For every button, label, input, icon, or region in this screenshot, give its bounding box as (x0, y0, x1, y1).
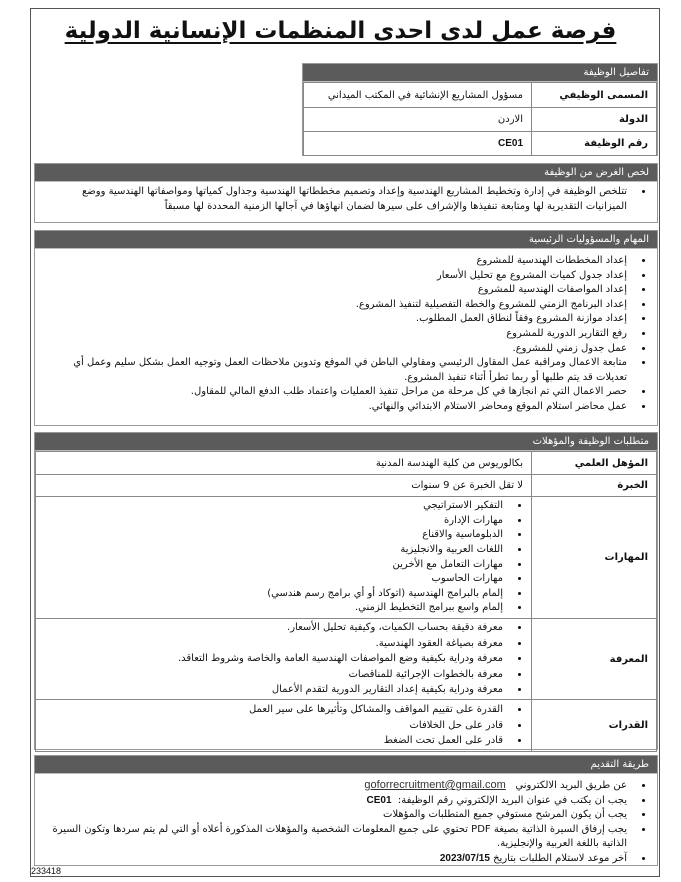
table-row (304, 108, 657, 132)
experience-label: الخبرة (532, 475, 657, 497)
list-item: • التفكير الاستراتيجي (40, 499, 509, 514)
job-title-value: مسؤول المشاريع الإنشائية في المكتب الميداني (304, 83, 532, 108)
job-number-label: رقم الوظيفة (532, 132, 657, 156)
email-link[interactable]: goforrecruitment@gmail.com (364, 779, 506, 791)
job-details-header: تفاصيل الوظيفة (303, 64, 657, 82)
table-row (36, 475, 657, 497)
list-item: • معرفة ودراية بكيفية وضع المواصفات الهندسية العامة والخاصة وشروط التعاقد. (40, 651, 509, 667)
country-label: الدولة (532, 108, 657, 132)
list-item: • إعداد البرنامج الزمني للمشروع والخطة التفصيلية لتنفيذ المشروع. (43, 298, 633, 313)
job-details-table (303, 82, 657, 156)
purpose-section (34, 163, 658, 223)
list-item: • تتلخص الوظيفة في إدارة وتخطيط المشاريع الهندسية وإعداد وتصميم مخططاتها الهندسية وجداول كمياتها ومواصفاتها الهندسية ووضع الميزانيات التقديرية لها ومتابعة تنفيذها والإشراف على سيرها لضمان انهاؤها في آجالها الزمنية المحددة لها مسبقاً (43, 185, 633, 214)
list-item: • يجب أن يكون المرشح مستوفي جميع المتطلبات والمؤهلات (43, 808, 633, 823)
list-item (43, 794, 633, 809)
tasks-section (34, 230, 658, 426)
experience-value: لا تقل الخبرة عن 9 سنوات (36, 475, 532, 497)
table-row (304, 83, 657, 108)
purpose-header: لخص الغرض من الوظيفة (35, 164, 657, 182)
requirements-table (35, 451, 657, 752)
list-item: • معرفة بالخطوات الإجرائية للمناقصات (40, 667, 509, 683)
subject-code: CE01 (366, 794, 392, 806)
list-item: • القدرة على تقييم المواقف والمشاكل وتأثيرها على سير العمل (40, 702, 509, 718)
list-item: • قادر على حل الخلافات (40, 718, 509, 734)
list-item: • إعداد المواصفات الهندسية للمشروع (43, 283, 633, 298)
list-item: • متابعة الاعمال ومراقبة عمل المقاول الرئيسي ومقاولي الباطن في الموقع وتدوين ملاحظات العمل وتوجيه العمل بشكل سليم وعمل أي تعديلات قد يتم طلبها أو ربما تطرأ أثناء تنفيذ المشروع. (43, 356, 633, 385)
knowledge-label: المعرفة (532, 619, 657, 700)
application-header: طريقة التقديم (35, 756, 657, 774)
requirements-section (34, 432, 658, 750)
list-item: • يجب إرفاق السيرة الذاتية بصيغة PDF تحتوي على جميع المعلومات الشخصية والمؤهلات المذكورة أعلاه أو التي لم يتم سردها وتكون السيرة الذاتية باللغة العربية والإنجليزية. (43, 823, 633, 852)
list-item: • قادر على العمل تحت الضغط (40, 733, 509, 749)
list-item: • حصر الاعمال التي تم انجازها في كل مرحلة من مراحل تنفيذ العمليات واعتماد طلب الدفع المالي للمقاول. (43, 385, 633, 400)
tasks-header: المهام والمسؤوليات الرئيسية (35, 231, 657, 249)
list-item: • مهارات التعامل مع الأخرين (40, 558, 509, 573)
job-title-label: المسمى الوظيفي (532, 83, 657, 108)
application-section (34, 755, 658, 866)
abilities-label: القدرات (532, 700, 657, 752)
list-item: • اللغات العربية والانجليزية (40, 543, 509, 558)
table-row (36, 452, 657, 475)
education-label: المؤهل العلمي (532, 452, 657, 475)
list-item: • إعداد موازنة المشروع وفقاً لنطاق العمل المطلوب. (43, 312, 633, 327)
list-item: • معرفة دقيقة بحساب الكميات، وكيفية تحليل الأسعار. (40, 620, 509, 636)
list-item: • عمل جدول زمني للمشروع. (43, 342, 633, 357)
deadline-text: آخر موعد لاستلام الطلبات بتاريخ (493, 852, 627, 864)
reference-number: 233418 (31, 866, 62, 876)
list-item: • إلمام واسع ببرامج التخطيط الزمني. (40, 601, 509, 616)
list-item: • إعداد المخططات الهندسية للمشروع (43, 254, 633, 269)
deadline-date: 2023/07/15 (439, 852, 490, 864)
list-item: • الدبلوماسية والاقناع (40, 528, 509, 543)
list-item: • رفع التقارير الدورية للمشروع (43, 327, 633, 342)
list-item (43, 852, 633, 867)
list-item: • معرفة ودراية بكيفية إعداد التقارير الدورية لتقدم الأعمال (40, 682, 509, 698)
email-prefix: عن طريق البريد الالكتروني (515, 780, 627, 791)
table-row (36, 497, 657, 619)
table-row (36, 619, 657, 700)
list-item: • مهارات الإدارة (40, 514, 509, 529)
requirements-header: متطلبات الوظيفة والمؤهلات (35, 433, 657, 451)
list-item: • عمل محاضر استلام الموقع ومحاضر الاستلام الابتدائي والنهائي. (43, 400, 633, 415)
list-item: • إعداد جدول كميات المشروع مع تحليل الأسعار (43, 269, 633, 284)
table-row (36, 700, 657, 752)
list-item: • إلمام بالبرامج الهندسية (اتوكاد أو أي برامج رسم هندسي) (40, 587, 509, 602)
education-value: بكالوريوس من كلية الهندسة المدنية (36, 452, 532, 475)
country-value: الاردن (304, 108, 532, 132)
title-text: فرصة عمل لدى احدى المنظمات الإنسانية الدولية (64, 18, 617, 44)
subject-text: يجب ان يكتب في عنوان البريد الإلكتروني رقم الوظيفة: (397, 794, 627, 806)
table-row (304, 132, 657, 156)
job-details-box (302, 63, 658, 156)
skills-label: المهارات (532, 497, 657, 619)
job-number-value: CE01 (304, 132, 532, 156)
page-title (0, 18, 681, 44)
list-item (43, 778, 633, 794)
list-item: • معرفة بصياغة العقود الهندسية. (40, 636, 509, 652)
list-item: • مهارات الحاسوب (40, 572, 509, 587)
